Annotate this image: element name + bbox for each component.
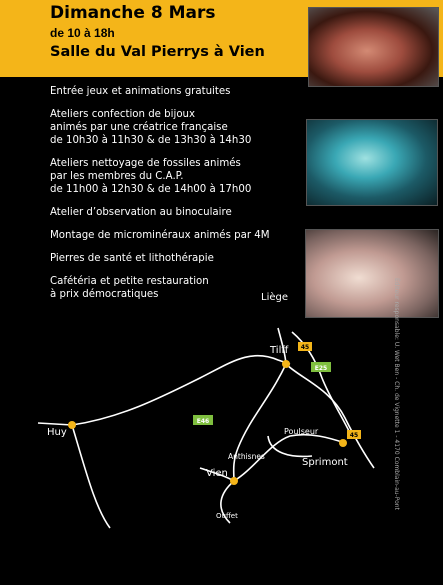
mineral-photo-quartz	[305, 229, 439, 318]
road-huy-south	[72, 425, 110, 528]
activity-line: Pierres de santé et lithothérapie	[50, 253, 214, 264]
marker-huy	[68, 421, 76, 429]
place-liege-label: Liège	[261, 292, 289, 303]
activity-line: de 11h00 à 12h30 & de 14h00 à 17h00	[50, 184, 252, 195]
place-tilff: Tilff	[270, 345, 289, 356]
activity-item-jewelry	[50, 108, 310, 147]
activity-item-fossils	[50, 157, 310, 196]
road-label-e25	[311, 362, 331, 372]
road-label-e46	[193, 415, 213, 425]
road-poulseur	[268, 436, 312, 456]
publisher-credit: Éditeur responsable: U. Wet Ben - Ch. de Vignette 1 - 4170 Comblain-au-Pont	[393, 278, 400, 510]
road-e25	[286, 364, 374, 468]
activity-item-lithotherapy	[50, 252, 310, 265]
place-ouffet: Ouffet	[216, 512, 238, 520]
activity-line: Montage de microminéraux animés par 4M	[50, 230, 270, 241]
place-anthisnes: Anthisnes	[228, 452, 265, 461]
road-huy-tilff	[72, 356, 290, 425]
activity-line: par les membres du C.A.P.	[50, 171, 184, 182]
activity-line: Entrée jeux et animations gratuites	[50, 86, 231, 97]
activity-line: animés par une créatrice française	[50, 122, 228, 133]
event-date-title: Dimanche 8 Mars	[50, 3, 216, 23]
road-number: 45	[300, 344, 310, 351]
road-number: E46	[196, 418, 210, 425]
activity-line: Atelier d’observation au binoculaire	[50, 207, 232, 218]
road-label-45-north	[298, 342, 312, 351]
road-huy-west	[38, 423, 72, 425]
place-vien: Vien	[206, 468, 228, 479]
activity-line: Cafétéria et petite restauration	[50, 276, 209, 287]
marker-tilff	[282, 360, 290, 368]
marker-sprimont	[339, 439, 347, 447]
access-map	[0, 318, 443, 585]
activity-item-micromineral	[50, 229, 310, 242]
activity-item-binocular	[50, 206, 310, 219]
marker-vien	[230, 477, 238, 485]
mineral-photo-red-crystal	[308, 7, 439, 87]
event-venue: Salle du Val Pierrys à Vien	[50, 44, 265, 60]
place-poulseur: Poulseur	[284, 427, 319, 436]
activity-line: à prix démocratiques	[50, 289, 159, 300]
place-sprimont: Sprimont	[302, 457, 348, 468]
mineral-photo-blue-crystal	[306, 119, 438, 206]
event-hours: de 10 à 18h	[50, 26, 115, 40]
road-tilff-vien	[234, 364, 286, 481]
place-huy: Huy	[47, 427, 67, 438]
road-network	[38, 328, 374, 528]
road-label-45-east	[347, 430, 361, 439]
activity-item-entry	[50, 85, 310, 98]
road-number: 45	[349, 432, 359, 439]
activity-line: Ateliers confection de bijoux	[50, 109, 196, 120]
road-number: E25	[314, 365, 328, 372]
activity-line: de 10h30 à 11h30 & de 13h30 à 14h30	[50, 135, 252, 146]
activity-line: Ateliers nettoyage de fossiles animés	[50, 158, 241, 169]
activity-list	[50, 85, 310, 311]
